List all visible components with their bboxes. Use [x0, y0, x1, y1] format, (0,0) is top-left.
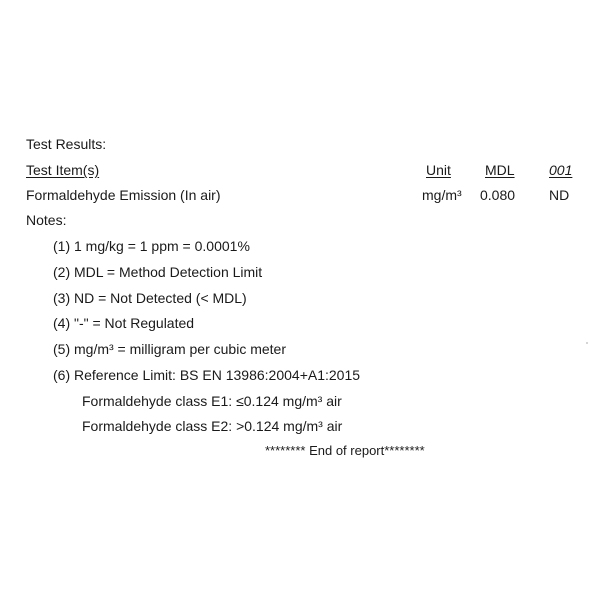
- header-test-items: Test Item(s): [26, 162, 100, 178]
- header-mdl: MDL: [485, 162, 515, 178]
- note-item: (4) "-" = Not Regulated: [53, 315, 195, 331]
- notes-title: Notes:: [26, 212, 67, 228]
- row-item-formaldehyde: Formaldehyde Emission (In air): [26, 187, 221, 203]
- row-unit: mg/m³: [422, 187, 462, 203]
- header-unit: Unit: [426, 162, 451, 178]
- sub-note-e2: Formaldehyde class E2: >0.124 mg/m³ air: [82, 418, 343, 434]
- note-item: (3) ND = Not Detected (< MDL): [53, 290, 247, 306]
- end-of-report: ******** End of report********: [265, 443, 425, 458]
- row-result-value: ND: [549, 187, 570, 203]
- note-item: (5) mg/m³ = milligram per cubic meter: [53, 341, 286, 357]
- row-mdl-value: 0.080: [480, 187, 516, 203]
- note-item: (2) MDL = Method Detection Limit: [53, 264, 263, 280]
- section-title: Test Results:: [26, 136, 107, 152]
- header-sample-001: 001: [549, 162, 573, 178]
- scan-speck: [586, 342, 588, 344]
- note-item: (6) Reference Limit: BS EN 13986:2004+A1:2015: [53, 367, 361, 383]
- sub-note-e1: Formaldehyde class E1: ≤0.124 mg/m³ air: [82, 393, 342, 409]
- note-item: (1) 1 mg/kg = 1 ppm = 0.0001%: [53, 238, 250, 254]
